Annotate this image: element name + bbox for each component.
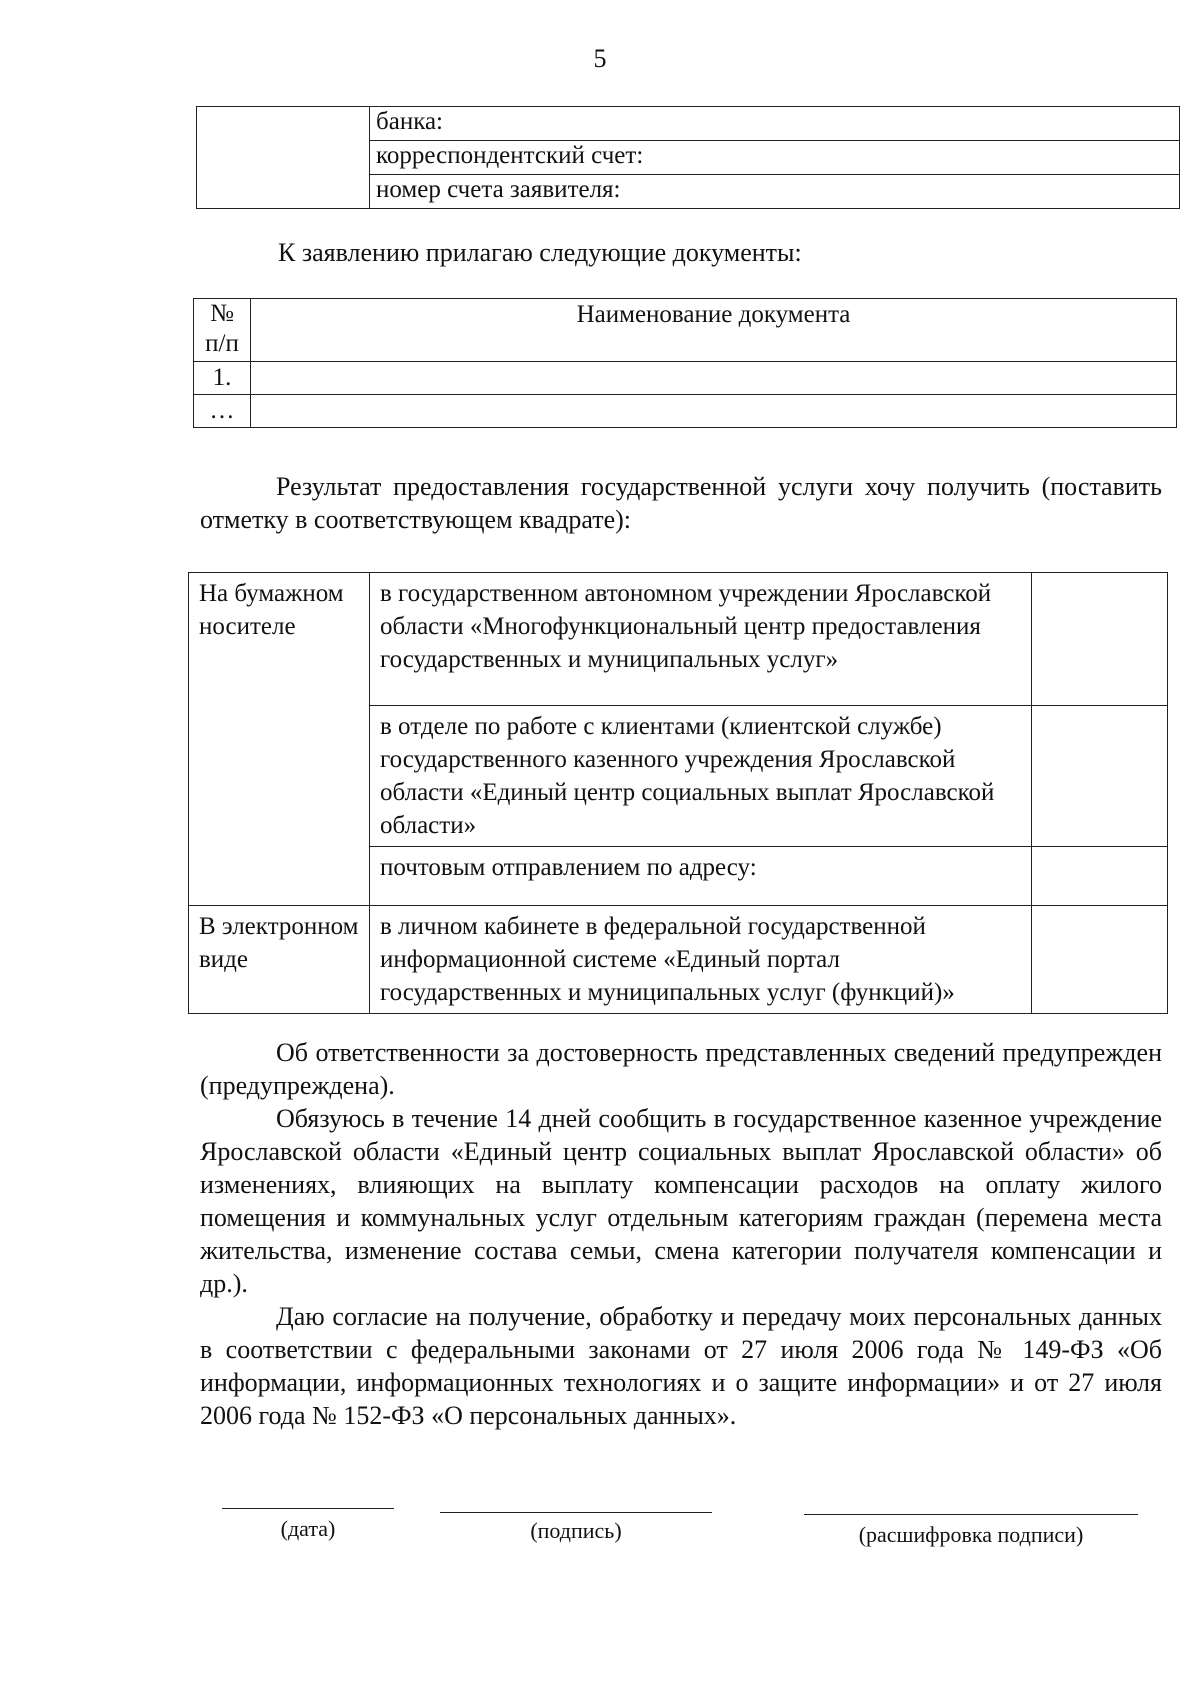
correspondent-account-cell: корреспондентский счет: (370, 141, 1180, 175)
applicant-account-cell: номер счета заявителя: (370, 175, 1180, 209)
date-label: (дата) (280, 1516, 336, 1541)
checkbox-mfc[interactable] (1032, 573, 1168, 706)
obligation-paragraph: Обязуюсь в течение 14 дней сообщить в государственное казенное учреждение Ярославской области «Единый центр социальных выплат Ярославской области» об изменениях, влияющих на выплату компенсации расходов на оплату жилого помещения и коммунальных услуг отдельным категориям граждан (перемена места жительства, изменение состава семьи, смена категории получателя компенсации и др.). (200, 1104, 1162, 1298)
table-header-row (194, 299, 1177, 362)
bank-label-cell: банка: (370, 107, 1180, 141)
table-row (197, 107, 1180, 141)
attachments-table (193, 298, 1177, 428)
signature-label: (подпись) (530, 1518, 622, 1543)
page-number: 5 (593, 44, 607, 73)
col-number-header: № п/п (194, 299, 251, 362)
row-name (251, 362, 1177, 395)
checkbox-portal[interactable] (1032, 906, 1168, 1014)
decoding-line (804, 1514, 1138, 1515)
responsibility-paragraph: Об ответственности за достоверность представленных сведений предупрежден (предупреждена). (200, 1038, 1162, 1100)
result-method-table (188, 572, 1168, 1014)
checkbox-mail[interactable] (1032, 847, 1168, 906)
option-mail: почтовым отправлением по адресу: (370, 847, 1032, 906)
table-row (194, 395, 1177, 428)
table-row (194, 362, 1177, 395)
signature-line (440, 1512, 712, 1513)
option-client-service: в отделе по работе с клиентами (клиентской службе) государственного казенного учреждения Ярославской области «Единый центр социальных выплат Ярославской области» (370, 706, 1032, 847)
row-number: … (194, 395, 251, 428)
bank-details-table (196, 106, 1180, 209)
electronic-label-cell: В электронном виде (189, 906, 370, 1014)
table-row (189, 906, 1168, 1014)
row-number: 1. (194, 362, 251, 395)
col-name-header: Наименование документа (251, 299, 1177, 362)
decoding-label: (расшифровка подписи) (858, 1522, 1084, 1547)
date-line (222, 1508, 394, 1509)
table-row (189, 573, 1168, 706)
row-name (251, 395, 1177, 428)
checkbox-client-service[interactable] (1032, 706, 1168, 847)
empty-cell (197, 107, 370, 209)
result-intro: Результат предоставления государственной услуги хочу получить (поставить отметку в соответствующем квадрате): (200, 472, 1162, 534)
option-portal: в личном кабинете в федеральной государственной информационной системе «Единый портал государственных и муниципальных услуг (функций)» (370, 906, 1032, 1014)
option-mfc: в государственном автономном учреждении Ярославской области «Многофункциональный центр предоставления государственных и муниципальных услуг» (370, 573, 1032, 706)
paper-label-cell: На бумажном носителе (189, 573, 370, 906)
consent-paragraph: Даю согласие на получение, обработку и передачу моих персональных данных в соответствии с федеральными законами от 27 июля 2006 года № 149-ФЗ «Об информации, информационных технологиях и о защите информации» и от 27 июля 2006 года № 152-ФЗ «О персональных данных». (200, 1302, 1162, 1430)
attachments-intro: К заявлению прилагаю следующие документы: (278, 238, 802, 267)
